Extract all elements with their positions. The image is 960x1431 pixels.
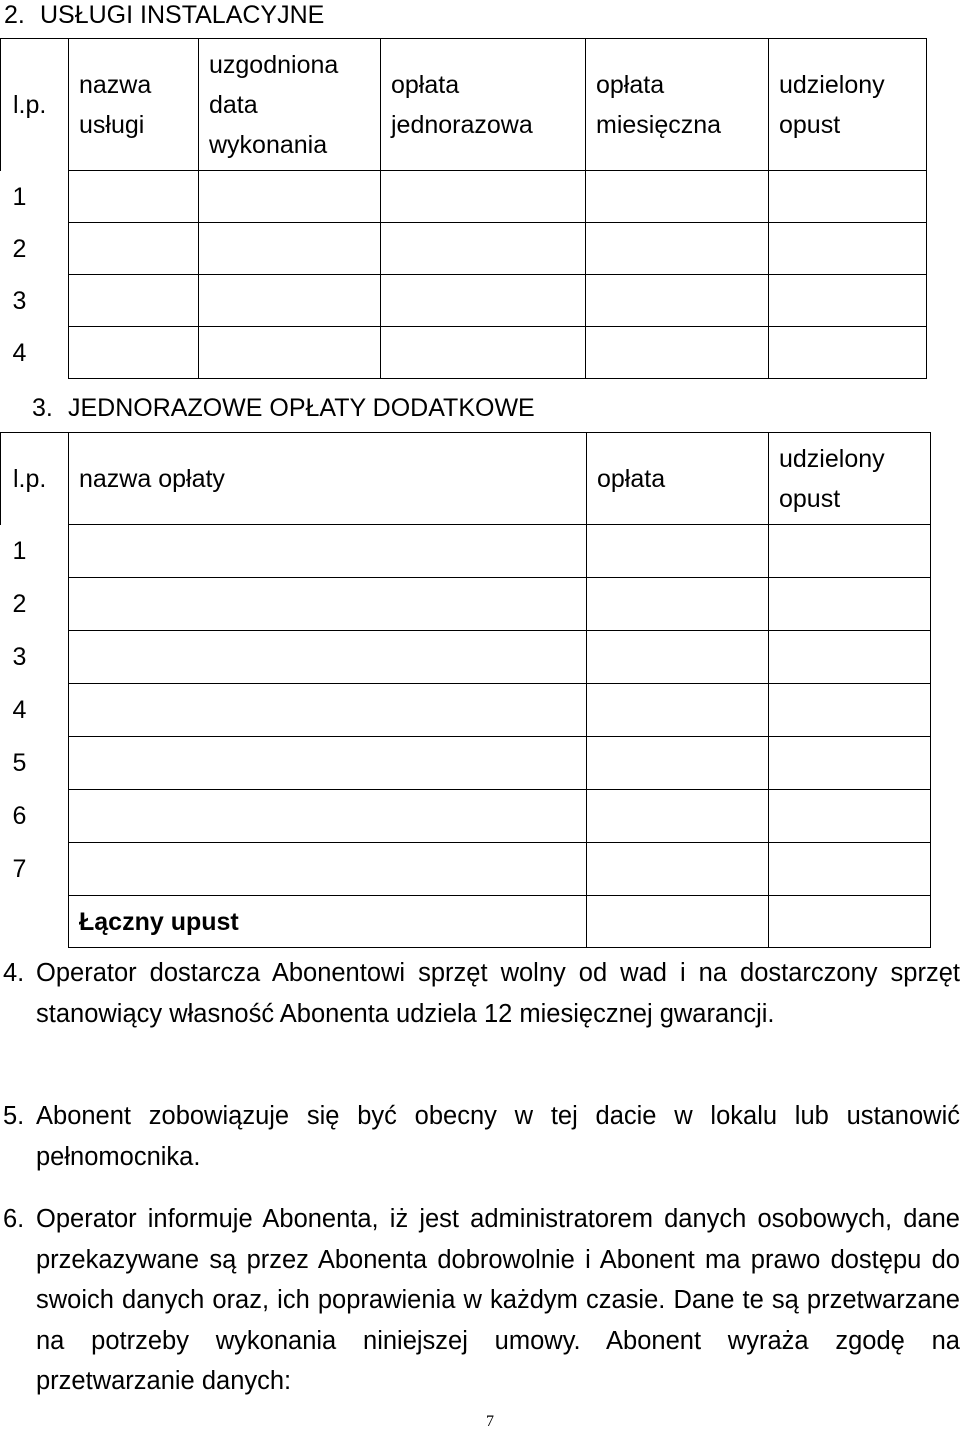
cell-empty: [69, 578, 587, 631]
paragraph-text: Operator dostarcza Abonentowi sprzęt wolny od wad i na dostarczony sprzęt stanowiący własność Abonenta udziela 12 miesięcznej gwarancji.: [36, 959, 960, 1028]
row-number: 3: [12, 286, 27, 315]
table-header-row: [1, 39, 927, 171]
total-discount-label: Łączny upust: [69, 896, 587, 948]
cell-empty: [587, 578, 769, 631]
cell-empty: [69, 171, 199, 223]
cell-empty: [769, 171, 927, 223]
cell-empty: [587, 896, 769, 948]
table-row: [1, 790, 931, 843]
page-number: 7: [486, 1413, 494, 1430]
cell-empty: [199, 327, 381, 379]
cell-empty: [587, 843, 769, 896]
paragraph-text: Operator informuje Abonenta, iż jest administratorem danych osobowych, dane przekazywane są przez Abonenta dobrowolnie i Abonent ma prawo dostępu do swoich danych oraz, ich poprawienia w każdym czasie. Dane te są przetwarzane na potrzeby wykonania niniejszej umowy. Abonent wyraża zgodę na przetwarzanie danych:: [36, 1205, 960, 1395]
row-number: 4: [12, 338, 27, 367]
section-3-number: 3.: [32, 394, 53, 422]
cell-empty: [199, 223, 381, 275]
cell-empty: [69, 843, 587, 896]
paragraph-6: [0, 1199, 960, 1402]
paragraph-number: 4.: [3, 959, 25, 987]
cell-empty: [381, 171, 586, 223]
cell-empty: [381, 275, 586, 327]
row-number: 6: [12, 802, 27, 830]
cell-empty: [381, 223, 586, 275]
header-fee: opłata: [587, 433, 769, 525]
cell-empty: [769, 737, 931, 790]
cell-empty: [69, 631, 587, 684]
cell-empty: [586, 223, 769, 275]
section-3-title: [32, 393, 535, 423]
header-monthly-fee: opłata miesięczna: [586, 39, 769, 171]
paragraph-number: 6.: [3, 1205, 25, 1233]
cell-empty: [769, 843, 931, 896]
cell-empty: [586, 171, 769, 223]
cell-empty: [587, 631, 769, 684]
cell-empty: [586, 327, 769, 379]
cell-empty: [769, 896, 931, 948]
table-row: [1, 631, 931, 684]
additional-fees-table: [0, 432, 931, 948]
cell-empty: [69, 275, 199, 327]
cell-empty: [587, 790, 769, 843]
cell-empty: [587, 684, 769, 737]
installation-services-table: [0, 38, 927, 379]
section-2-heading: USŁUGI INSTALACYJNE: [40, 1, 325, 29]
table-row: [1, 525, 931, 578]
table-header-row: [1, 433, 931, 525]
cell-empty: [381, 327, 586, 379]
header-one-time-fee: opłata jednorazowa: [381, 39, 586, 171]
row-number: 2: [12, 590, 27, 618]
row-number: 4: [12, 696, 27, 724]
paragraph-5: [0, 1096, 960, 1177]
cell-empty: [769, 578, 931, 631]
cell-empty: [69, 525, 587, 578]
cell-empty: [769, 327, 927, 379]
total-row: [1, 896, 931, 948]
cell-empty: [587, 737, 769, 790]
section-3-heading: JEDNORAZOWE OPŁATY DODATKOWE: [68, 394, 535, 422]
row-number: 5: [12, 749, 27, 777]
cell-empty: [769, 631, 931, 684]
header-discount: udzielony opust: [769, 433, 931, 525]
cell-empty: [69, 737, 587, 790]
cell-empty: [69, 790, 587, 843]
row-number: 2: [12, 234, 27, 263]
table-row: [1, 327, 927, 379]
cell-empty: [1, 896, 69, 948]
paragraph-number: 5.: [3, 1102, 25, 1130]
table-row: [1, 684, 931, 737]
cell-empty: [769, 223, 927, 275]
section-2-title: [4, 0, 324, 30]
header-lp: l.p.: [1, 39, 69, 171]
table-row: [1, 578, 931, 631]
cell-empty: [769, 525, 931, 578]
cell-empty: [69, 327, 199, 379]
cell-empty: [769, 684, 931, 737]
table-row: [1, 171, 927, 223]
cell-empty: [769, 790, 931, 843]
header-discount: udzielony opust: [769, 39, 927, 171]
header-fee-name: nazwa opłaty: [69, 433, 587, 525]
header-service-name: nazwa usługi: [69, 39, 199, 171]
cell-empty: [69, 223, 199, 275]
section-2-number: 2.: [4, 1, 25, 29]
cell-empty: [69, 684, 587, 737]
paragraph-text: Abonent zobowiązuje się być obecny w tej dacie w lokalu lub ustanowić pełnomocnika.: [36, 1102, 960, 1171]
cell-empty: [586, 275, 769, 327]
row-number: 1: [12, 182, 27, 211]
header-lp: l.p.: [1, 433, 69, 525]
table-row: [1, 275, 927, 327]
table-row: [1, 843, 931, 896]
row-number: 7: [12, 855, 27, 883]
cell-empty: [769, 275, 927, 327]
table-row: [1, 223, 927, 275]
cell-empty: [587, 525, 769, 578]
row-number: 1: [12, 537, 27, 565]
row-number: 3: [12, 643, 27, 671]
cell-empty: [199, 275, 381, 327]
table-row: [1, 737, 931, 790]
paragraph-4: [0, 953, 960, 1034]
cell-empty: [199, 171, 381, 223]
header-agreed-date: uzgodniona data wykonania: [199, 39, 381, 171]
